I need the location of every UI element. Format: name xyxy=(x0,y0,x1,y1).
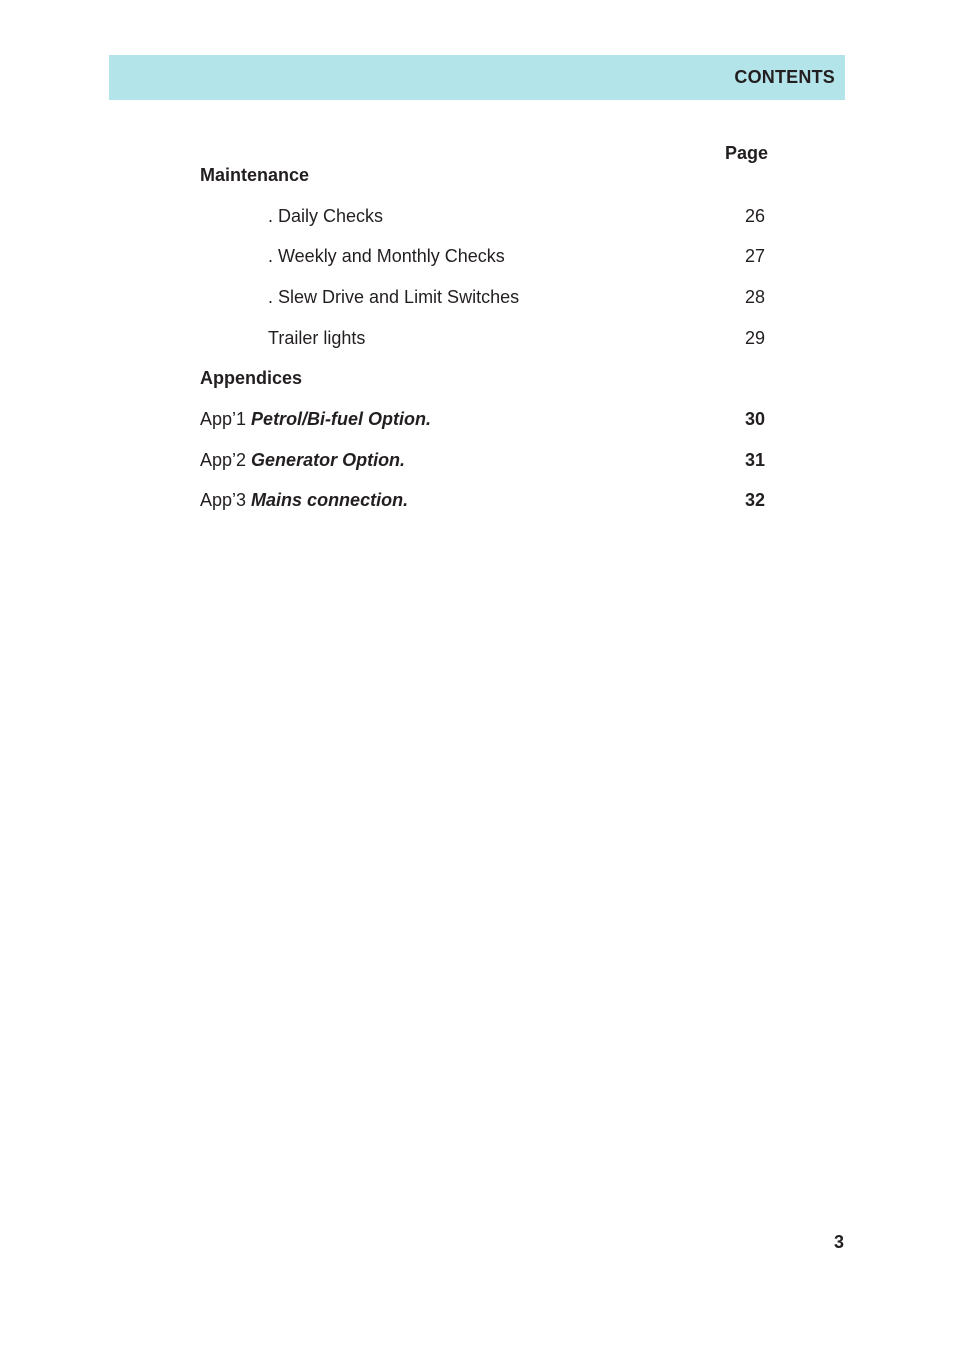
toc-entry-appendix[interactable] xyxy=(0,490,954,514)
toc-entry-label xyxy=(200,490,408,511)
toc-entry[interactable] xyxy=(0,206,954,230)
toc-entry-page: 26 xyxy=(744,206,765,226)
toc-entry-page: 29 xyxy=(744,328,765,348)
appendix-title: Petrol/Bi-fuel Option. xyxy=(251,409,432,429)
toc-entry-label: . Slew Drive and Limit Switches xyxy=(268,287,520,307)
appendix-title: Generator Option. xyxy=(251,450,406,470)
toc-entry-appendix[interactable] xyxy=(0,409,954,433)
toc-entry-label: . Daily Checks xyxy=(268,206,384,226)
toc-entry-label xyxy=(200,450,405,471)
toc-entry[interactable] xyxy=(0,287,954,311)
toc-entry-label xyxy=(200,409,431,430)
toc-entry-appendix[interactable] xyxy=(0,450,954,474)
appendix-prefix: App’2 xyxy=(200,450,252,470)
toc-entry-label: Trailer lights xyxy=(268,328,366,348)
header-band xyxy=(109,55,845,100)
toc-entry-page: 30 xyxy=(744,409,765,429)
toc-entry[interactable] xyxy=(0,246,954,270)
toc-entry-page: 32 xyxy=(744,490,765,510)
toc-entry-page: 27 xyxy=(744,246,765,266)
appendix-title: Mains connection. xyxy=(251,490,409,510)
toc-entry-page: 28 xyxy=(744,287,765,307)
header-title: CONTENTS xyxy=(734,67,835,87)
toc-entry-page: 31 xyxy=(744,450,765,470)
section-heading-appendices: Appendices xyxy=(200,368,303,388)
appendix-prefix: App’3 xyxy=(200,490,252,510)
toc-entry-label: . Weekly and Monthly Checks xyxy=(268,246,505,266)
page-number: 3 xyxy=(834,1232,845,1252)
page-column-heading: Page xyxy=(725,143,769,163)
appendix-prefix: App’1 xyxy=(200,409,252,429)
toc-entry[interactable] xyxy=(0,328,954,352)
section-heading-maintenance: Maintenance xyxy=(200,165,310,185)
